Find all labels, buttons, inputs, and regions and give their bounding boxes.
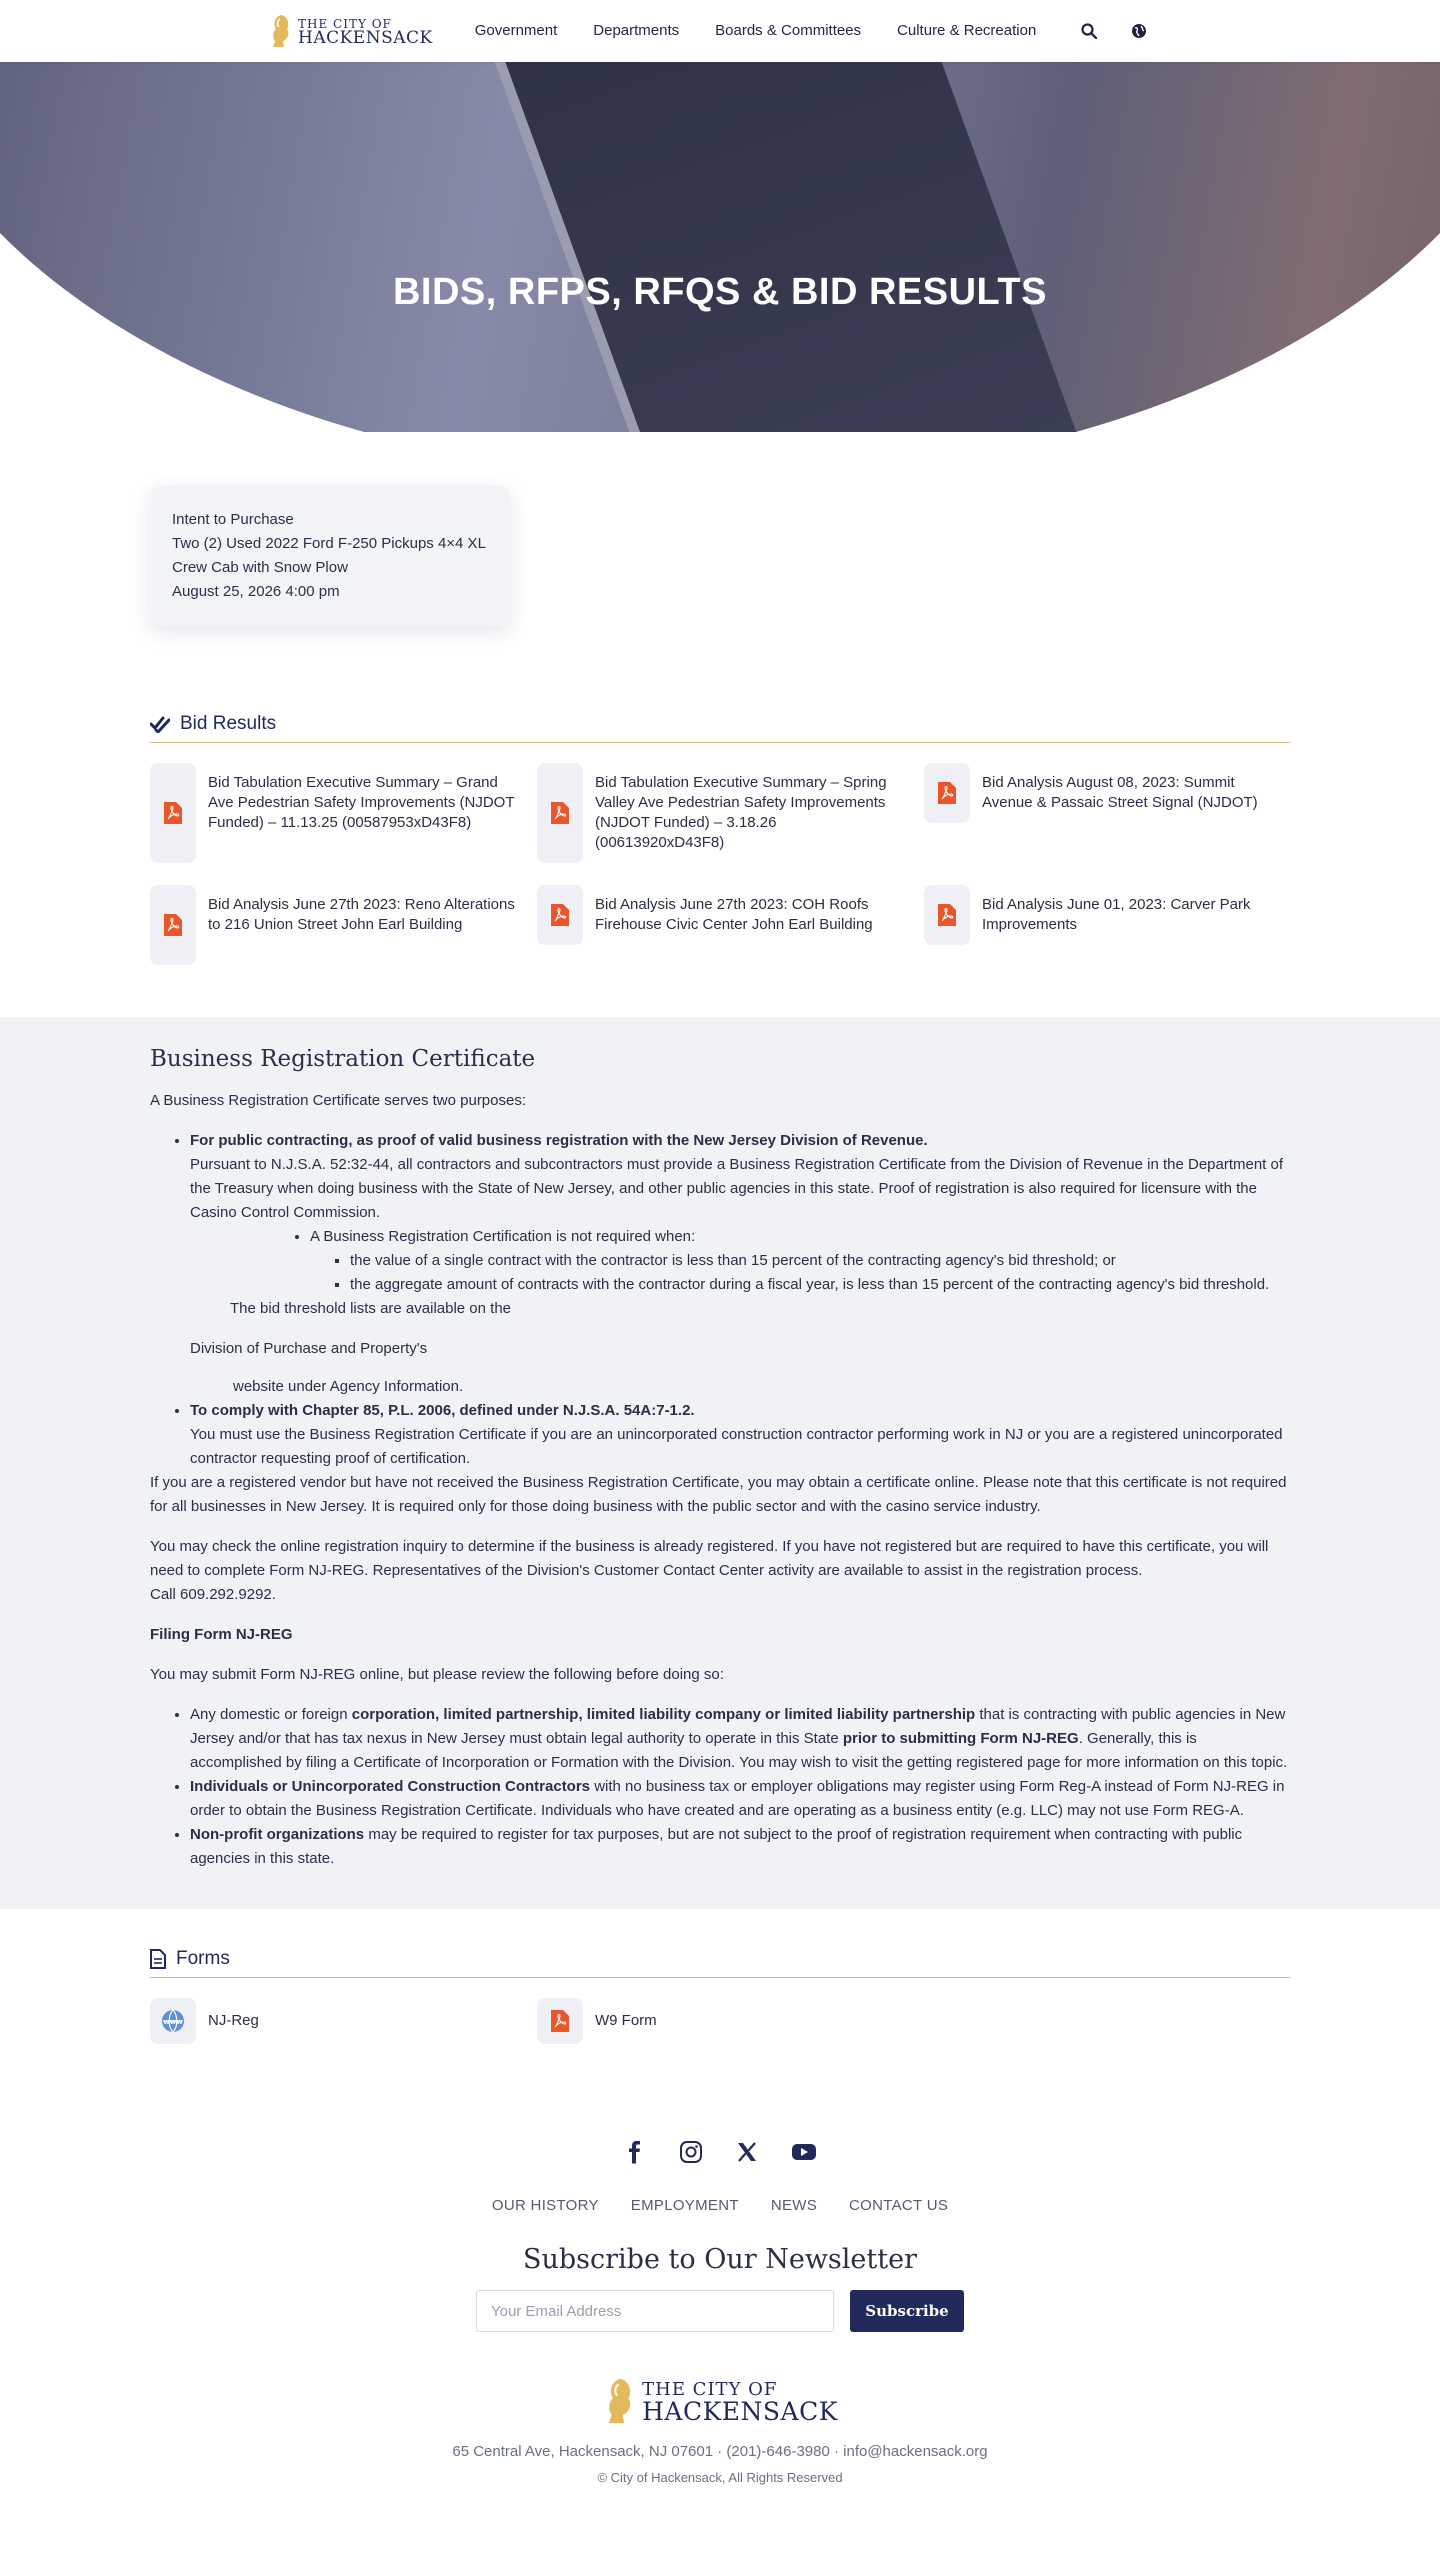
phone-number[interactable]: Call 609.292.9292. <box>150 1586 276 1603</box>
bid-result-link[interactable]: Bid Analysis June 27th 2023: Reno Alterations to 216 Union Street John Earl Building <box>208 896 515 933</box>
footer-link-employment[interactable]: EMPLOYMENT <box>630 2197 739 2214</box>
footer-address: 65 Central Ave, Hackensack, NJ 07601 · (201)-646-3980 · info@hackensack.org <box>452 2443 988 2460</box>
brc-title: Business Registration Certificate <box>150 1046 536 1072</box>
www-globe-icon <box>150 1998 196 2044</box>
document-icon <box>150 1949 166 1969</box>
form-item[interactable] <box>537 1998 924 2044</box>
footer-link-contact[interactable]: CONTACT US <box>849 2197 949 2214</box>
filing-intro: You may submit Form NJ-REG online, but please review the following before doing so: <box>150 1666 724 1683</box>
social-links <box>0 2140 1440 2164</box>
brc-purpose-2 <box>190 1399 1290 1471</box>
facebook-icon[interactable] <box>623 2140 647 2164</box>
brc-purpose-1-text: Pursuant to N.J.S.A. 52:32-44, all contractors and subcontractors must provide a Business Registration Certificate from the Division of Revenue in the Department of the Treasury when doing business with the State of New Jersey, and other public agencies in this state. Proof of registration is also required for licensure with the Casino Control Commission. <box>190 1156 1284 1221</box>
globe-icon[interactable] <box>1124 16 1154 46</box>
forms-title: Forms <box>176 1948 230 1969</box>
pdf-icon <box>924 763 970 823</box>
nav-departments[interactable]: Departments <box>593 22 680 39</box>
brc-purpose-1 <box>190 1129 1290 1399</box>
bid-results-title: Bid Results <box>180 713 277 734</box>
instagram-icon[interactable] <box>679 2140 703 2164</box>
bid-result-item[interactable] <box>150 763 537 863</box>
forms-heading <box>150 1947 1290 1978</box>
city-logo[interactable] <box>268 13 433 49</box>
bid-result-item[interactable] <box>924 763 1290 863</box>
intent-to-purchase-card[interactable] <box>150 486 510 626</box>
pdf-icon <box>150 885 196 965</box>
pdf-icon <box>537 885 583 945</box>
filing-item: • Individuals or Unincorporated Construction Contractors with no business tax or employer obligations may register using Form Reg-A instead of Form NJ-REG in order to obtain the Business Registration Certificate. Individuals who have created and are operating as a business entity (e.g. LLC) may not use Form REG-A. <box>190 1775 1290 1823</box>
footer-link-history[interactable]: OUR HISTORY <box>491 2197 599 2214</box>
exception-item: ▪ the aggregate amount of contracts with the contractor during a fiscal year, is less than 15 percent of the contracting agency's bid threshold. <box>350 1273 1290 1297</box>
bid-result-item[interactable] <box>924 885 1290 965</box>
bid-results-heading <box>150 712 1290 743</box>
footer-links <box>0 2194 1440 2218</box>
footer-link-news[interactable]: NEWS <box>770 2197 818 2214</box>
form-item[interactable] <box>150 1998 537 2044</box>
brc-para2-text: You may check the online registration inquiry to determine if the business is already registered. If you have not registered but are required to have this certificate, you will need to complete Form NJ-REG. Representatives of the Division's Customer Contact Center activity are available to assist in the registration process. <box>150 1538 1269 1579</box>
hero-background <box>0 62 1440 432</box>
threshold-line1: The bid threshold lists are available on the <box>230 1300 512 1317</box>
bid-results-grid <box>150 763 1290 965</box>
threshold-line2[interactable]: Division of Purchase and Property's <box>190 1340 428 1357</box>
nav-government[interactable]: Government <box>474 22 558 39</box>
threshold-line3: website under Agency Information. <box>233 1378 464 1395</box>
hackensack-logo-icon <box>268 13 294 49</box>
top-navbar <box>0 0 1440 62</box>
brc-para1: If you are a registered vendor but have not received the Business Registration Certificate, you may obtain a certificate online. Please note that this certificate is not required for all businesses in New Jersey. It is required only for those doing business with the public sector and with the casino service industry. <box>150 1474 1287 1515</box>
filing-list <box>190 1703 1290 1871</box>
bid-result-item[interactable] <box>150 885 537 965</box>
not-required-item <box>310 1225 1290 1297</box>
footer-logo[interactable] <box>0 2376 1440 2426</box>
bid-result-link[interactable]: Bid Analysis August 08, 2023: Summit Avenue & Passaic Street Signal (NJDOT) <box>982 774 1258 811</box>
logo-line1: THE CITY OF <box>298 17 392 31</box>
notice-line3: August 25, 2026 4:00 pm <box>172 583 340 600</box>
svg-text:www: www <box>163 2018 183 2026</box>
pdf-icon <box>924 885 970 945</box>
email-input[interactable] <box>476 2290 834 2332</box>
bid-result-link[interactable]: Bid Tabulation Executive Summary – Grand Ave Pedestrian Safety Improvements (NJDOT Funded) – 11.13.25 (00587953xD43F8) <box>208 774 515 831</box>
brc-purpose-1-title: For public contracting, as proof of valid business registration with the New Jersey Division of Revenue. <box>190 1132 928 1149</box>
pdf-icon <box>150 763 196 863</box>
nav-boards-committees[interactable]: Boards & Committees <box>715 22 862 39</box>
footer-logo-line1: THE CITY OF <box>642 2379 778 2400</box>
not-required-text: A Business Registration Certification is not required when: <box>310 1228 696 1245</box>
notice-line2: Two (2) Used 2022 Ford F-250 Pickups 4×4 XL Crew Cab with Snow Plow <box>172 535 486 576</box>
hero-laptop-image <box>463 62 1097 432</box>
page-title: BIDS, RFPS, RFQS & BID RESULTS <box>392 271 1047 313</box>
subscribe-button[interactable]: Subscribe <box>850 2290 964 2332</box>
notice-line1: Intent to Purchase <box>172 511 294 528</box>
bid-result-item[interactable] <box>537 763 924 863</box>
site-footer <box>0 2140 1440 2490</box>
footer-copyright: © City of Hackensack, All Rights Reserved <box>597 2470 843 2485</box>
business-registration-section <box>0 1017 1440 1909</box>
pdf-icon <box>537 1998 583 2044</box>
filing-item: • Any domestic or foreign corporation, limited partnership, limited liability company or limited liability partnership that is contracting with public agencies in New Jersey and/or that has tax nexus in New Jersey must obtain legal authority to operate in this State prior to submitting Form NJ-REG. Generally, this is accomplished by filing a Certificate of Incorporation or Formation with the Division. You may wish to visit the getting registered page for more information on this topic. <box>190 1703 1290 1775</box>
x-icon[interactable] <box>735 2140 759 2164</box>
search-icon[interactable] <box>1074 16 1104 46</box>
bid-result-item[interactable] <box>537 885 924 965</box>
brc-purposes-list <box>190 1129 1290 1471</box>
footer-logo-line2: HACKENSACK <box>642 2397 838 2426</box>
hackensack-logo-icon <box>602 2376 638 2426</box>
not-required-list <box>310 1225 1290 1297</box>
brc-purpose-2-text: You must use the Business Registration Certificate if you are an unincorporated construction contractor performing work in NJ or you are a registered unincorporated contractor requesting proof of certification. <box>190 1426 1283 1467</box>
newsletter-form <box>0 2290 1440 2332</box>
youtube-icon[interactable] <box>791 2140 817 2164</box>
forms-grid <box>150 1998 1290 2044</box>
logo-line2: HACKENSACK <box>298 28 433 48</box>
newsletter-title: Subscribe to Our Newsletter <box>522 2244 917 2275</box>
bid-result-link[interactable]: Bid Tabulation Executive Summary – Spring Valley Ave Pedestrian Safety Improvements (NJDOT Funded) – 3.18.26 (00613920xD43F8) <box>595 774 887 851</box>
exception-item: ▪ the value of a single contract with the contractor is less than 15 percent of the contracting agency's bid threshold; or <box>350 1249 1290 1273</box>
brc-purpose-2-title: To comply with Chapter 85, P.L. 2006, defined under N.J.S.A. 54A:7-1.2. <box>190 1402 695 1419</box>
form-link[interactable]: W9 Form <box>595 2012 657 2029</box>
form-link[interactable]: NJ-Reg <box>208 2012 259 2029</box>
double-check-icon <box>150 715 170 733</box>
hero-banner <box>0 62 1440 432</box>
bid-result-link[interactable]: Bid Analysis June 27th 2023: COH Roofs Firehouse Civic Center John Earl Building <box>595 896 873 933</box>
pdf-icon <box>537 763 583 863</box>
not-required-sublist <box>350 1249 1290 1297</box>
brc-intro: A Business Registration Certificate serves two purposes: <box>150 1092 527 1109</box>
brc-para2 <box>150 1535 1290 1607</box>
bid-result-link[interactable]: Bid Analysis June 01, 2023: Carver Park Improvements <box>982 896 1251 933</box>
filing-item: • Non-profit organizations may be required to register for tax purposes, but are not subject to the proof of registration requirement when contracting with public agencies in this state. <box>190 1823 1290 1871</box>
filing-heading: Filing Form NJ-REG <box>150 1626 293 1643</box>
nav-culture-recreation[interactable]: Culture & Recreation <box>897 22 1037 39</box>
